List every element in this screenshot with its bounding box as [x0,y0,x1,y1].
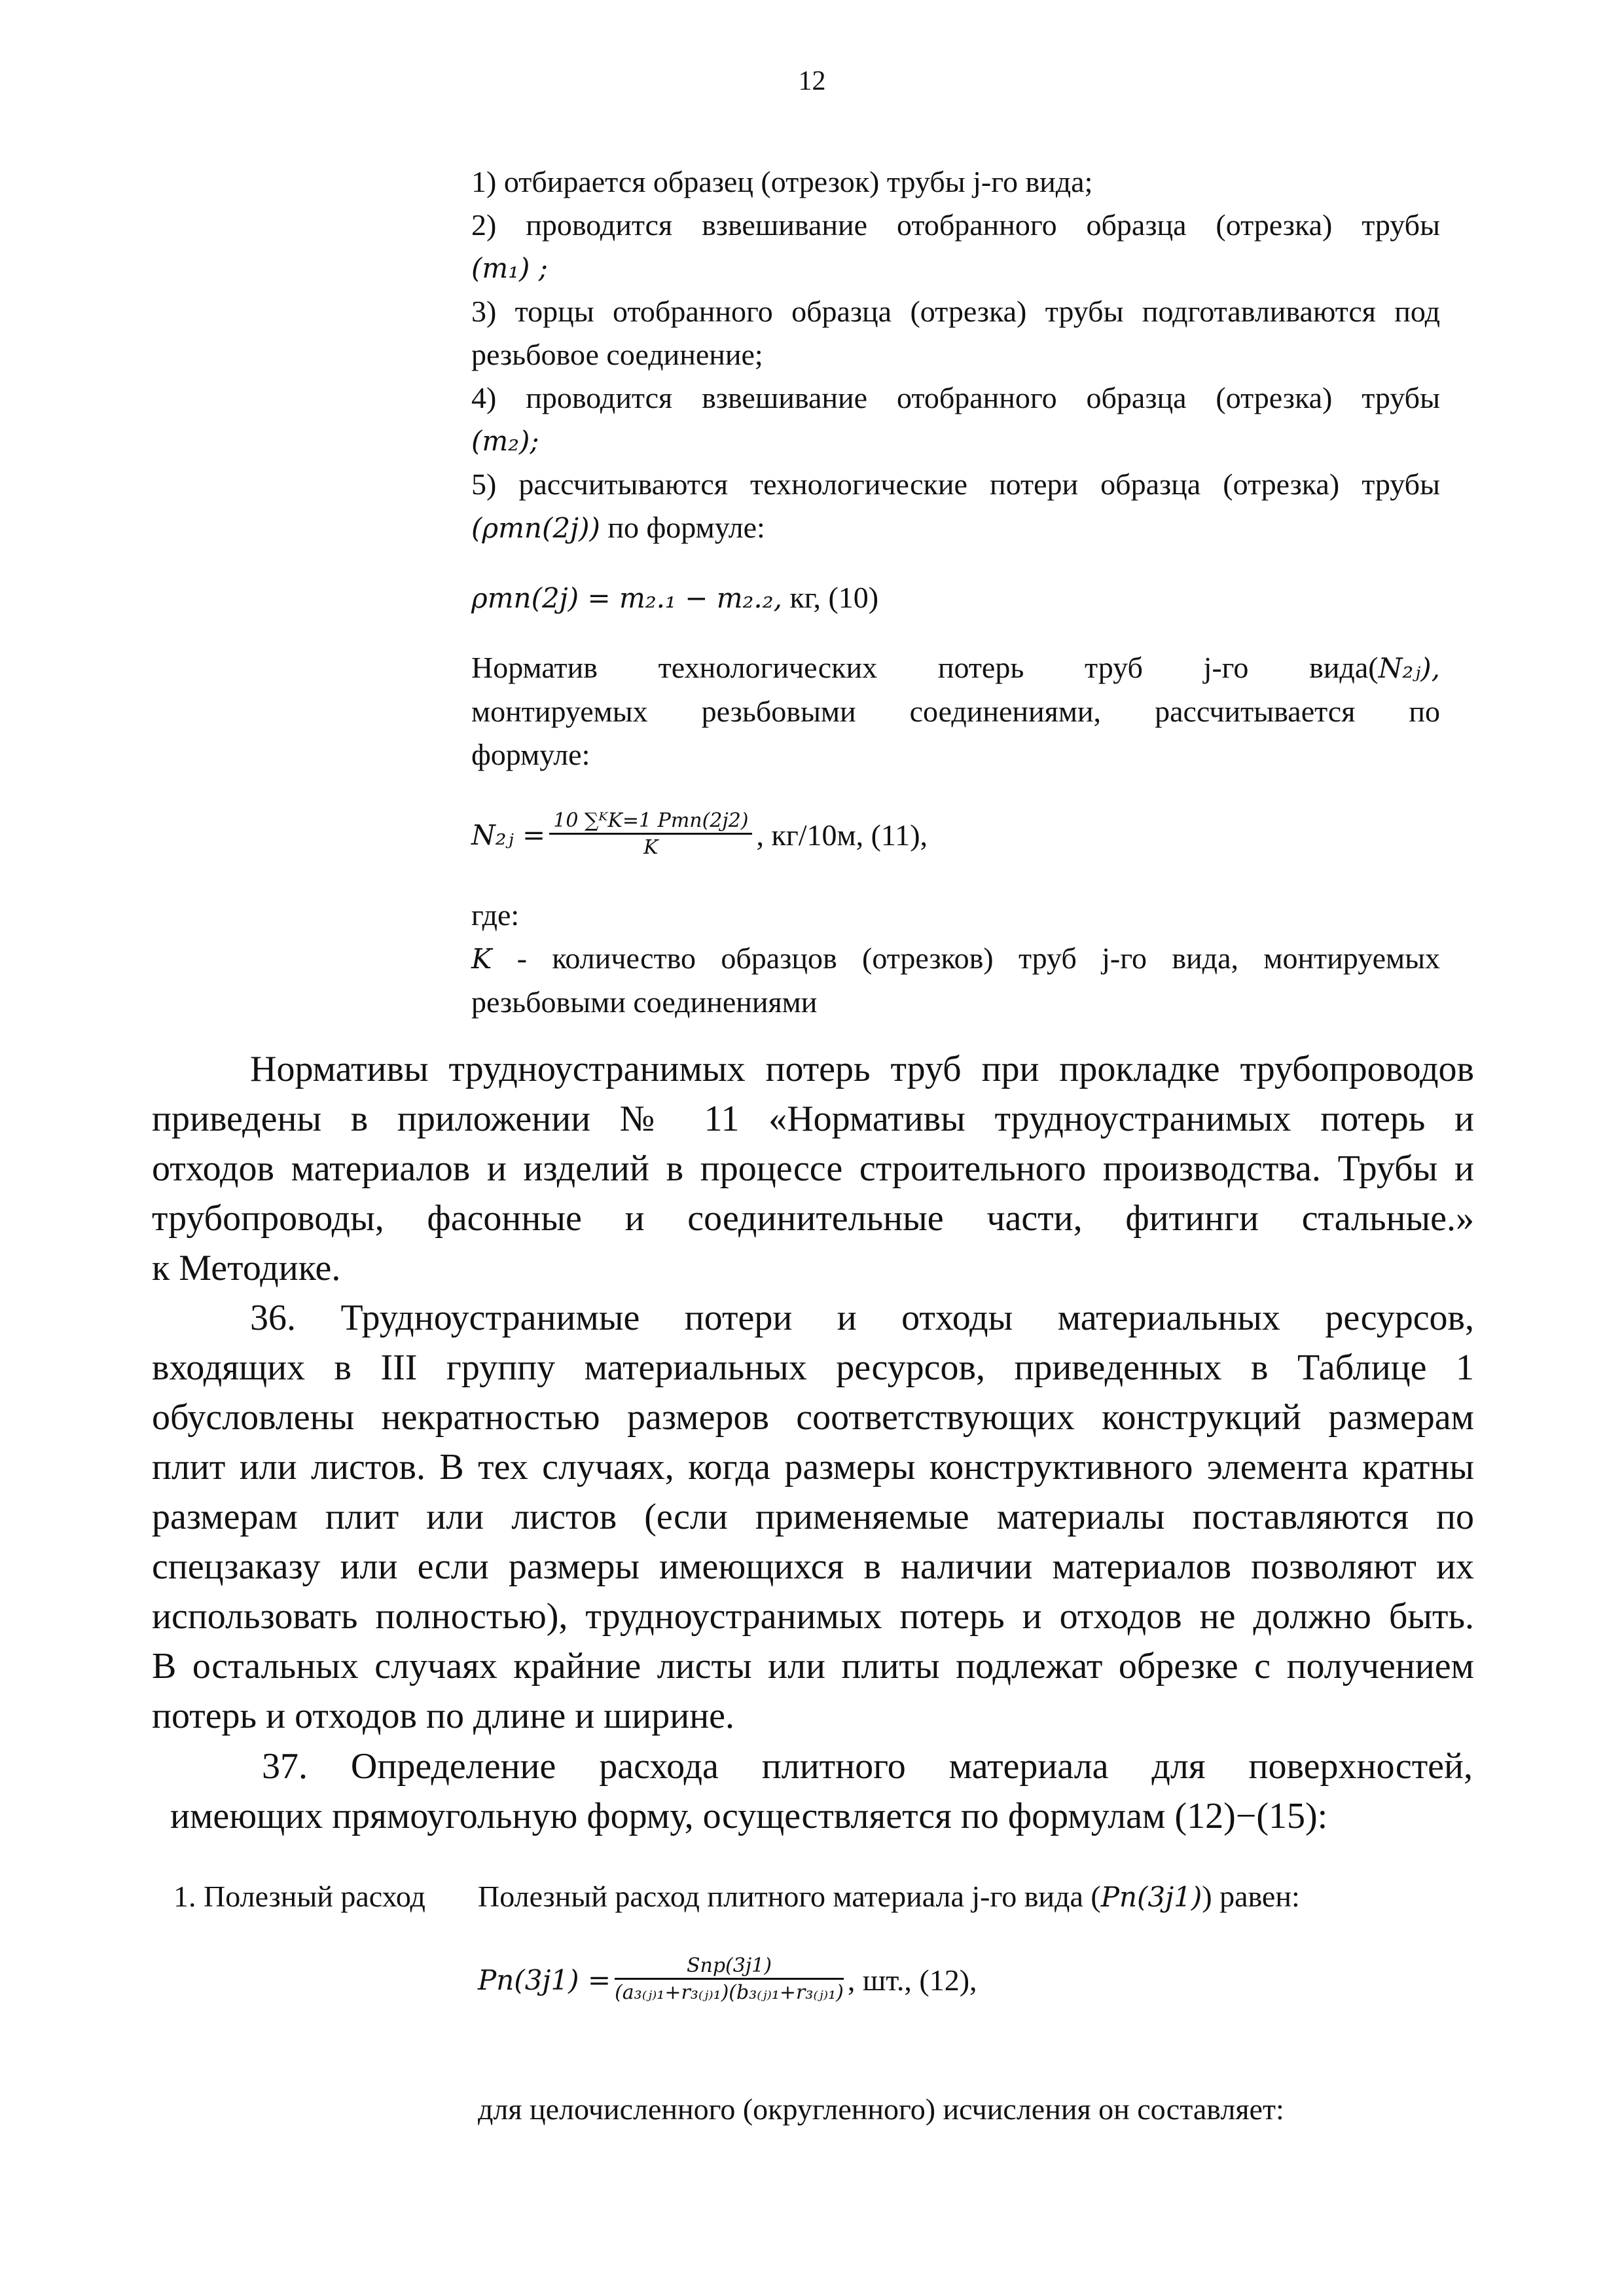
norms-line-4: трубопроводы, фасонные и соединительные части, фитинги стальные.» [152,1198,1474,1239]
row-text-main: Полезный расход плитного материала j-го вида ( [478,1880,1101,1913]
where-label: где: [471,898,520,932]
step-4: 4) проводится взвешивание отобранного образца (отрезка) трубы [471,381,1440,414]
formula-12 [478,1954,977,2006]
main-text [152,1044,1474,1741]
formula-11-lhs: N₂ⱼ = [471,818,546,851]
step-3b: резьбовое соединение; [471,338,763,371]
step-3a: 3) торцы отобранного образца (отрезка) трубы подготавливаются под [471,295,1440,328]
norm-line-3: формуле: [471,738,590,771]
formula-10-rhs: = m₂.₁ − m₂.₂, [579,582,782,614]
p36-line-3: обусловлены некратностью размеров соответствующих конструкций размерам [152,1397,1474,1438]
p36-line-1: 36. Трудноустранимые потери и отходы материальных ресурсов, [250,1298,1474,1338]
p36-line-8: В остальных случаях крайние листы или плиты подлежат обрезке с получением [152,1646,1474,1686]
p36-line-9: потерь и отходов по длине и ширине. [152,1696,735,1736]
paragraph-37 [170,1741,1473,1841]
formula-10-tail: кг, (10) [782,581,879,614]
integer-calc-line: для целочисленного (округленного) исчисления он составляет: [478,2092,1284,2126]
row-text-var: Pп(3j1) [1100,1881,1202,1913]
p36-line-2: входящих в III группу материальных ресурсов, приведенных в Таблице 1 [152,1347,1474,1388]
p36-line-7: использовать полностью), трудноустранимых потерь и отходов не должно быть. [152,1596,1474,1637]
where-k-line-2: резьбовыми соединениями [471,985,818,1019]
norm-var: N₂ⱼ), [1378,652,1440,684]
formula-11 [471,809,1440,861]
where-k-line [471,937,1440,981]
norm-line-1 [471,646,1440,690]
formula-12-tail: , шт., (12), [847,1963,977,1997]
where-k-text: - количество образцов (отрезков) труб j-го вида, монтируемых [492,941,1440,975]
step-4-var: (m₂); [471,425,539,457]
formula-10-lhs: ρтп(2j) [471,582,579,614]
procedure-steps [471,160,1440,1024]
formula-12-numerator: Sпр(3j1) [615,1954,844,1980]
norms-line-2: приведены в приложении № 11 «Нормативы трудноустранимых потерь и [152,1099,1474,1139]
p37-line-1: 37. Определение расхода плитного материала для поверхностей, [262,1746,1473,1787]
step-5-tail: по формуле: [600,511,765,544]
norm-line-1a: Норматив технологических потерь труб j-го вида( [471,651,1379,684]
step-2: 2) проводится взвешивание отобранного образца (отрезка) трубы [471,208,1440,242]
formula-10 [471,576,1440,620]
step-5-var: (ρтп(2j)) [471,512,600,544]
norms-line-1: Нормативы трудноустранимых потерь труб при прокладке трубопроводов [250,1049,1474,1089]
step-2-var: (m₁) ; [471,252,548,284]
p36-line-5: размерам плит или листов (если применяемые материалы поставляются по [152,1497,1474,1537]
p36-line-4: плит или листов. В тех случаях, когда размеры конструктивного элемента кратны [152,1447,1474,1487]
row-text-tail: ) равен: [1202,1880,1300,1913]
formula-12-fraction [615,1954,844,2006]
table-row-text [478,1879,1300,1914]
page-number: 12 [798,66,826,96]
step-5-formula-ref [471,506,1440,550]
step-5: 5) рассчитываются технологические потери образца (отрезка) трубы [471,467,1440,501]
norms-line-5: к Методике. [152,1248,341,1288]
formula-11-tail: , кг/10м, (11), [756,818,928,852]
norm-line-2: монтируемых резьбовыми соединениями, рассчитывается по [471,695,1440,728]
formula-11-denominator: K [643,836,659,859]
formula-12-denominator: (a₃₍ⱼ₎₁+r₃₍ⱼ₎₁)(b₃₍ⱼ₎₁+r₃₍ⱼ₎₁) [615,1981,844,2004]
table-row-label: 1. Полезный расход [173,1880,425,1913]
p36-line-6: спецзаказу или если размеры имеющихся в наличии материалов позволяют их [152,1546,1474,1587]
formula-12-lhs: Pп(3j1) = [478,1964,611,1996]
formula-11-numerator: 10 ∑ᴷK=1 Pтп(2j2) [549,809,752,835]
norms-line-3: отходов материалов и изделий в процессе строительного производства. Трубы и [152,1148,1474,1189]
where-k-var: K [471,943,492,975]
p37-line-2: имеющих прямоугольную форму, осуществляется по формулам (12)−(15): [170,1796,1328,1836]
formula-11-fraction [549,809,752,861]
step-1: 1) отбирается образец (отрезок) трубы j-го вида; [471,165,1093,198]
